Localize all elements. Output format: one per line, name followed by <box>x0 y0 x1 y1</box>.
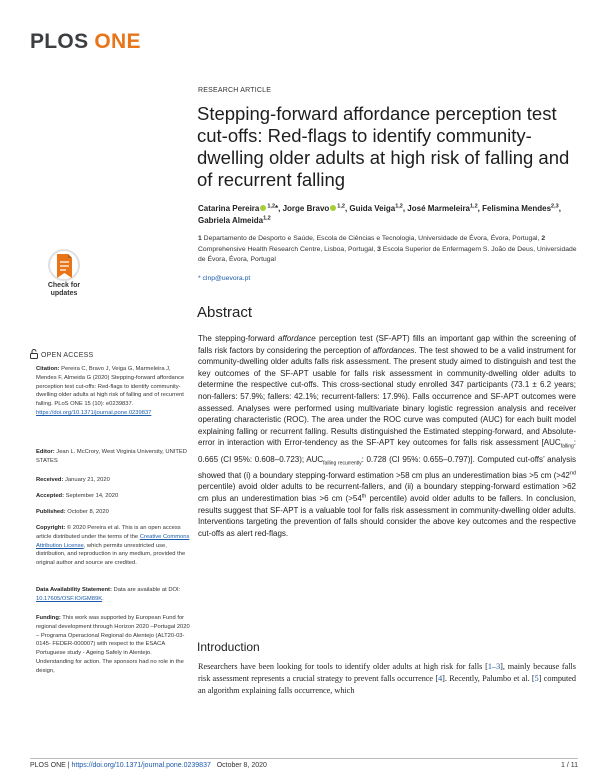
logo-plos: PLOS <box>30 30 89 53</box>
footer-journal: PLOS ONE <box>30 762 66 769</box>
data-availability-block <box>36 586 190 604</box>
citation-label: Citation: <box>36 366 60 372</box>
author-affil: 1,2 <box>470 203 478 210</box>
abstract-italic: affordance <box>277 334 316 343</box>
abstract-sup: th <box>361 493 367 500</box>
intro-seg: Researchers have been looking for tools to identify older adults at high risk for falls [ <box>198 662 488 671</box>
intro-seg: ]. Recently, Palumbo et al. [ <box>442 674 535 683</box>
copyright-label: Copyright: <box>36 525 66 531</box>
page-footer <box>30 762 578 769</box>
abstract-italic: affordances <box>372 345 415 355</box>
footer-divider <box>30 758 578 759</box>
orcid-icon[interactable] <box>260 205 266 211</box>
affil-num: 3 <box>377 245 381 253</box>
reference-link[interactable]: 5 <box>534 674 539 683</box>
data-availability-end: . <box>102 595 104 602</box>
funding-text: This work was supported by European Fund for regional development through Horizon 2020 –Portugal 2020 – Programa Operacional Regional do Alentejo (ALT20-03-0145- FEDER-000007) with respect to the ESACA Portuguese study - Ageing Safely in Alentejo. Understanding for action. The sponsors had no role in the design, <box>36 615 190 674</box>
data-availability-text: Data are available at DOI: <box>111 587 181 593</box>
footer-sep: | <box>65 762 72 769</box>
author-affil: 1,2 <box>267 203 276 210</box>
abstract-sub: falling <box>560 443 574 450</box>
editor-block <box>36 448 190 466</box>
page-number: 1 / 11 <box>561 762 578 769</box>
data-doi-link[interactable]: 10.17605/OSF.IO/GM89K <box>36 595 103 602</box>
abstract-seg: The stepping-forward <box>198 334 278 343</box>
abstract-sup: nd <box>569 470 576 477</box>
author-list: Catarina Pereira $^{1,2}$*, Jorge Bravo $^{1,2}$, Guida Veiga$^{1,2}$, José Marmeleira$^{1,2}$, Felismina Mendes$^{2,3}$, Gabriela Almeida$^{1,2}$ <box>198 203 561 225</box>
editor-label: Editor: <box>36 449 55 455</box>
copyright-text: © 2020 Pereira et al. This is an open access article distributed under the terms of the <box>36 525 181 540</box>
abstract-heading: Abstract <box>197 304 253 321</box>
author-name[interactable]: Felismina Mendes <box>482 204 552 213</box>
intro-seg: ], mainly because falls risk assessment represents a crucial strategy to prevent falls occurrence [ <box>198 662 576 683</box>
citation-link[interactable]: https://doi.org/10.1371/journal.pone.0239837 <box>36 409 152 416</box>
author-affil: 1,2 <box>263 215 271 222</box>
abstract-seg: perception test (SF-APT) fills an important gap within the screening of falls risk factors by considering the perception of <box>198 334 576 355</box>
affil-text: Departamento de Desporto e Saúde, Escola de Ciências e Tecnologia, Universidade de Évora, Évora, Portugal, <box>203 235 540 242</box>
intro-seg: ] computed an algorithm explaining falls occurrence, which <box>198 674 577 695</box>
abstract-text <box>198 333 576 539</box>
reference-link[interactable]: 1–3 <box>487 662 501 671</box>
abstract-seg: percentile) avoid older adults to be fallers. In conclusion, results suggest that SF-APT is a valuable tool for falls risk assessment in community-dwelling older adults. Interventions targeting the prevention of falls should consider the above key outcomes and the respective cut-offs as alert red-flags. <box>198 493 576 538</box>
accepted-date: September 14, 2020 <box>64 493 119 499</box>
affil-num: 2 <box>541 235 546 242</box>
data-availability-label: Data Availability Statement: <box>36 587 112 593</box>
affil-text: Comprehensive Health Research Centre, Lisboa, Portugal, <box>198 245 376 253</box>
author-name[interactable]: Guida Veiga <box>349 204 396 213</box>
accepted-label: Accepted: <box>36 493 65 499</box>
citation-block <box>36 365 190 418</box>
funding-label: Funding: <box>36 615 61 621</box>
abstract-seg: : 0.665 (CI 95%: 0.608–0.723); AUC <box>198 438 576 464</box>
published-label: Published: <box>36 509 66 515</box>
received-date: January 21, 2020 <box>63 477 110 483</box>
open-access-label <box>30 349 93 359</box>
orcid-icon[interactable] <box>330 205 336 211</box>
badge-line1: Check for <box>47 282 81 289</box>
reference-link[interactable]: 4 <box>438 674 443 683</box>
author-affil: 1,2 <box>395 203 403 210</box>
open-lock-icon <box>30 349 38 359</box>
introduction-heading: Introduction <box>197 640 260 654</box>
logo-one: ONE <box>94 30 141 53</box>
abstract-seg: percentile) avoid older adults to be recurrent-fallers, and (ii) a boundary stepping-forward estimation >62 cm plus an underestimation bias >6 cm (>54 <box>198 482 576 503</box>
abstract-seg: . The test showed to be a valid instrument for community-dwelling older adults falls risk assessment. The present study aimed to distinguish and test the key outcomes of the SF-APT usable for falls risk assessment in community-dwelling older adults to determine the respective cut-offs. This cross-sectional study enrolled 347 participants (73.1 ± 6.2 years; non-fallers: 57.9%; fallers: 42.1%; recurrent-fallers: 17.9%). Falls occurrence and SF-APT outcomes were assessed. Analyses were performed using multivariate binary logistic regression analysis and receiver operating characteristic (ROC). The area under the ROC curve was computed (AUC) for each built model explaining falling or recurrent falling. Results distinguished the Estimated stepping-forward, and Absolute-error in interaction with Error-tendency as the SF-APT key outcomes for falls risk assessment [AUC <box>198 345 576 448</box>
corresponding-email[interactable]: * clnp@uevora.pt <box>198 275 251 282</box>
author-name[interactable]: Gabriela Almeida <box>198 216 264 225</box>
badge-label <box>36 282 92 298</box>
copyright-text-end: , which permits unrestricted use, distribution, and reproduction in any medium, provided the original author and source are credited. <box>36 542 186 567</box>
published-date: October 8, 2020 <box>65 509 109 515</box>
copyright-block <box>36 524 190 568</box>
funding-block <box>36 614 190 676</box>
author-name[interactable]: Catarina Pereira <box>198 204 260 213</box>
received-label: Received: <box>36 477 64 483</box>
author-affil: 1,2 <box>337 203 345 210</box>
affil-text: Escola Superior de Enfermagem S. João de Deus, Universidade de Évora, Évora, Portugal <box>198 245 577 263</box>
author-name[interactable]: José Marmeleira <box>407 204 470 213</box>
badge-line2: updates <box>50 290 78 297</box>
article-type: RESEARCH ARTICLE <box>198 87 272 94</box>
introduction-text <box>198 661 576 697</box>
accepted-block <box>36 492 190 501</box>
footer-date: October 8, 2020 <box>216 762 267 769</box>
editor-text: Jean L. McCrory, West Virginia University, UNITED STATES <box>36 449 187 464</box>
author-affil: 2,3 <box>551 203 559 210</box>
journal-logo[interactable] <box>30 30 141 54</box>
open-access-text: OPEN ACCESS <box>41 352 94 359</box>
license-link[interactable]: Creative Commons Attribution License <box>36 533 190 549</box>
citation-text: Pereira C, Bravo J, Veiga G, Marmeleira J, Mendes F, Almeida G (2020) Stepping-forward affordance perception test cut-offs: Red-flags to identify community-dwelling older adults at high risk of falling and of recurrent falling. PLoS ONE 15 (10): e0239837. <box>36 366 185 408</box>
published-block <box>36 508 190 517</box>
abstract-seg: : 0.728 (CI 95%: 0.655–0.797)]. Computed cut-offs’ analysis showed that (i) a boundary stepping-forward estimation >58 cm plus an underestimation bias >5 cm (>42 <box>198 454 576 480</box>
abstract-sub: falling recurrently <box>323 460 362 467</box>
affiliations <box>198 234 578 266</box>
author-name[interactable]: Jorge Bravo <box>282 204 330 213</box>
footer-doi-link[interactable]: https://doi.org/10.1371/journal.pone.0239837 <box>71 762 211 769</box>
article-title: Stepping-forward affordance perception test cut-offs: Red-flags to identify community-dwelling older adults at high risk of falling and of recurrent falling <box>197 103 570 190</box>
affil-num: 1 <box>198 235 202 242</box>
received-block <box>36 476 190 485</box>
